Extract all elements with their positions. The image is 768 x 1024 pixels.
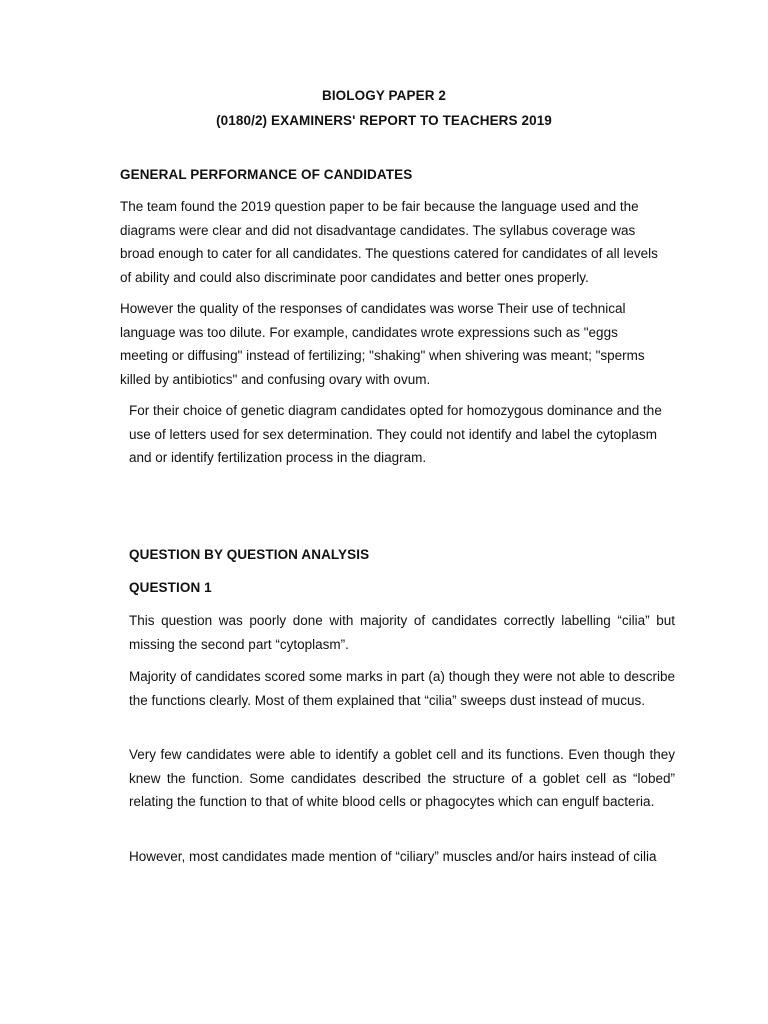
document-subtitle: (0180/2) EXAMINERS' REPORT TO TEACHERS 2019 [216, 113, 552, 128]
document-title: BIOLOGY PAPER 2 [321, 88, 447, 103]
section-heading-general-performance: GENERAL PERFORMANCE OF CANDIDATES [120, 167, 413, 182]
paragraph-general-2: However the quality of the responses of candidates was worse Their use of technical language was too dilute. For example, candidates wrote expressions such as "eggs meeting or diffusing" instead of fertilizing; "shaking" when shivering was meant; "sperms killed by antibiotics" and confusing ovary with ovum. [120, 301, 645, 387]
paragraph-general-3: For their choice of genetic diagram candidates opted for homozygous dominance and the use of letters used for sex determination. They could not identify and label the cytoplasm and or identify fertilization process in the diagram. [129, 403, 662, 465]
section-heading-question-analysis: QUESTION BY QUESTION ANALYSIS [129, 547, 370, 562]
paragraph-general-1: The team found the 2019 question paper to be fair because the language used and the diagrams were clear and did not disadvantage candidates. The syllabus coverage was broad enough to cater for all candidates. The questions catered for candidates of all levels of ability and could also discriminate poor candidates and better ones properly. [120, 199, 658, 285]
paragraph-question-1-3: Very few candidates were able to identify a goblet cell and its functions. Even though they knew the function. Some candidates described the structure of a goblet cell as “lobed” relating the function to that of white blood cells or phagocytes which can engulf bacteria. [129, 747, 675, 809]
question-1-heading: QUESTION 1 [129, 580, 212, 595]
paragraph-question-1-4: However, most candidates made mention of “ciliary” muscles and/or hairs instead of cilia [129, 849, 657, 864]
paragraph-question-1-2: Majority of candidates scored some marks in part (a) though they were not able to describe the functions clearly. Most of them explained that “cilia” sweeps dust instead of mucus. [129, 669, 675, 708]
paragraph-question-1-1: This question was poorly done with majority of candidates correctly labelling “cilia” but missing the second part “cytoplasm”. [129, 613, 675, 652]
